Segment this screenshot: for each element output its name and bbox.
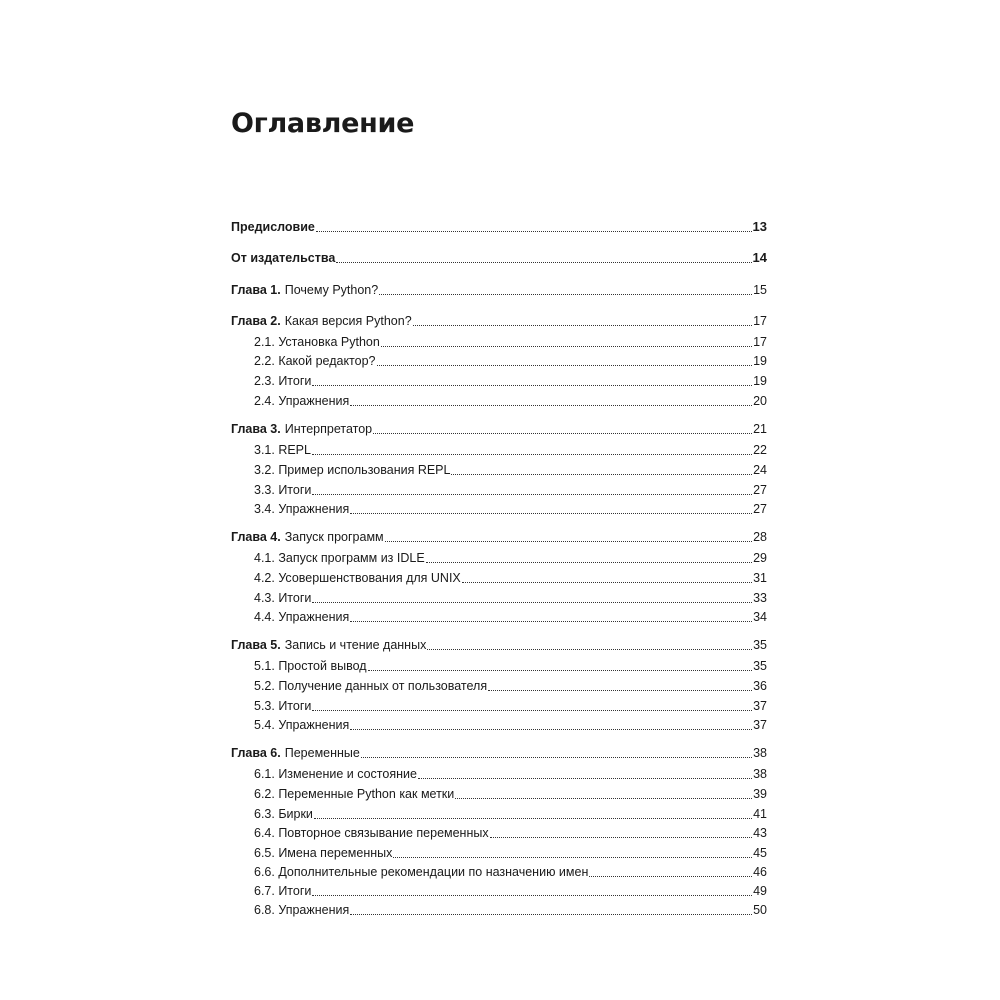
toc-section-entry: [254, 441, 767, 459]
toc-chapter-entry: [231, 281, 767, 299]
dot-leader: [413, 325, 752, 326]
dot-leader: [381, 346, 752, 347]
toc-section-entry: [254, 824, 767, 842]
toc-page-number: 46: [753, 865, 767, 879]
toc-section-entry: [254, 608, 767, 626]
toc-page-number: 29: [753, 551, 767, 565]
toc-page-number: 41: [753, 807, 767, 821]
toc-entry-label: 4.3. Итоги: [254, 591, 312, 605]
toc-entry-label: 3.2. Пример использования REPL: [254, 463, 451, 477]
toc-entry-label: 2.4. Упражнения: [254, 394, 350, 408]
dot-leader: [393, 857, 752, 858]
toc-chapter-entry: [231, 249, 767, 267]
toc-section-entry: [254, 901, 767, 919]
dot-leader: [373, 433, 752, 434]
toc-page-number: 31: [753, 571, 767, 585]
toc-page-number: 49: [753, 884, 767, 898]
toc-page-number: 38: [753, 746, 767, 760]
toc-section-entry: [254, 352, 767, 370]
toc-section-entry: [254, 392, 767, 410]
dot-leader: [490, 837, 752, 838]
toc-entry-label: 4.4. Упражнения: [254, 610, 350, 624]
toc-section-entry: [254, 863, 767, 881]
toc-page-number: 21: [753, 422, 767, 436]
toc-entry-label: Почему Python?: [284, 283, 379, 297]
toc-page-number: 27: [753, 483, 767, 497]
dot-leader: [426, 562, 752, 563]
toc-section-entry: [254, 461, 767, 479]
toc-page-number: 33: [753, 591, 767, 605]
toc-section-entry: [254, 657, 767, 675]
toc-page-number: 35: [753, 659, 767, 673]
toc-entry-label: Переменные: [284, 746, 360, 760]
toc-chapter-entry: [231, 420, 767, 438]
toc-chapter-number: Глава 4.: [231, 530, 281, 544]
toc-section-entry: [254, 500, 767, 518]
toc-section-entry: [254, 333, 767, 351]
toc-page-number: 28: [753, 530, 767, 544]
toc-chapter-entry: [231, 312, 767, 330]
toc-entry-label: 5.1. Простой вывод: [254, 659, 367, 673]
toc-section-entry: [254, 697, 767, 715]
toc-entry-label: 5.2. Получение данных от пользователя: [254, 679, 488, 693]
toc-section-entry: [254, 882, 767, 900]
dot-leader: [312, 454, 752, 455]
toc-section-entry: [254, 549, 767, 567]
toc-entry-label: Запуск программ: [284, 530, 384, 544]
toc-chapter-entry: [231, 744, 767, 762]
toc-chapter-number: Глава 1.: [231, 283, 281, 297]
toc-page-number: 37: [753, 718, 767, 732]
toc-entry-label: Какая версия Python?: [284, 314, 412, 328]
toc-section-entry: [254, 844, 767, 862]
toc-page-number: 39: [753, 787, 767, 801]
dot-leader: [350, 621, 752, 622]
dot-leader: [314, 818, 752, 819]
dot-leader: [589, 876, 752, 877]
toc-page-number: 22: [753, 443, 767, 457]
toc-entry-label: 3.3. Итоги: [254, 483, 312, 497]
toc-page-number: 37: [753, 699, 767, 713]
toc-entry-label: 2.2. Какой редактор?: [254, 354, 376, 368]
toc-entry-label: 6.8. Упражнения: [254, 903, 350, 917]
toc-page-number: 15: [753, 283, 767, 297]
toc-chapter-entry: [231, 218, 767, 236]
dot-leader: [350, 729, 752, 730]
toc-entry-label: 6.5. Имена переменных: [254, 846, 393, 860]
dot-leader: [379, 294, 752, 295]
toc-section-entry: [254, 372, 767, 390]
toc-page-number: 13: [752, 219, 767, 234]
dot-leader: [350, 405, 752, 406]
dot-leader: [312, 895, 752, 896]
dot-leader: [462, 582, 752, 583]
toc-entry-label: 4.1. Запуск программ из IDLE: [254, 551, 425, 565]
dot-leader: [350, 914, 752, 915]
toc-chapter-entry: [231, 528, 767, 546]
toc-page-number: 35: [753, 638, 767, 652]
dot-leader: [418, 778, 752, 779]
dot-leader: [377, 365, 753, 366]
dot-leader: [455, 798, 752, 799]
dot-leader: [336, 262, 751, 263]
toc-entry-label: От издательства: [231, 251, 336, 265]
toc-entry-label: 3.4. Упражнения: [254, 502, 350, 516]
toc-entry-label: 6.2. Переменные Python как метки: [254, 787, 455, 801]
dot-leader: [368, 670, 752, 671]
dot-leader: [312, 710, 752, 711]
toc-page-number: 38: [753, 767, 767, 781]
toc-entry-label: 6.7. Итоги: [254, 884, 312, 898]
toc-entry-label: 2.3. Итоги: [254, 374, 312, 388]
toc-section-entry: [254, 589, 767, 607]
toc-entry-label: Предисловие: [231, 220, 315, 234]
toc-entry-label: Запись и чтение данных: [284, 638, 427, 652]
toc-chapter-entry: [231, 636, 767, 654]
dot-leader: [350, 513, 752, 514]
dot-leader: [312, 494, 752, 495]
toc-chapter-number: Глава 6.: [231, 746, 281, 760]
toc-page-number: 27: [753, 502, 767, 516]
toc-page-number: 20: [753, 394, 767, 408]
toc-section-entry: [254, 785, 767, 803]
toc-page-number: 50: [753, 903, 767, 917]
toc-page-number: 36: [753, 679, 767, 693]
dot-leader: [316, 231, 752, 232]
toc-page-number: 17: [753, 314, 767, 328]
toc-page-number: 43: [753, 826, 767, 840]
toc-entry-label: 6.6. Дополнительные рекомендации по назначению имен: [254, 865, 589, 879]
toc-entry-label: 3.1. REPL: [254, 443, 311, 457]
dot-leader: [312, 385, 752, 386]
toc-section-entry: [254, 765, 767, 783]
dot-leader: [361, 757, 752, 758]
dot-leader: [451, 474, 752, 475]
page-title: Оглавление: [231, 108, 415, 139]
toc-section-entry: [254, 677, 767, 695]
toc-page-number: 19: [753, 354, 767, 368]
toc-page-number: 24: [753, 463, 767, 477]
toc-page-number: 19: [753, 374, 767, 388]
toc-entry-label: 6.1. Изменение и состояние: [254, 767, 417, 781]
toc-page-number: 34: [753, 610, 767, 624]
toc-chapter-number: Глава 3.: [231, 422, 281, 436]
toc-entry-label: 6.3. Бирки: [254, 807, 313, 821]
dot-leader: [312, 602, 752, 603]
toc-page-number: 17: [753, 335, 767, 349]
toc-page-number: 45: [753, 846, 767, 860]
toc-page-number: 14: [752, 250, 767, 265]
toc-section-entry: [254, 569, 767, 587]
toc-entry-label: Интерпретатор: [284, 422, 373, 436]
dot-leader: [427, 649, 752, 650]
toc-entry-label: 5.4. Упражнения: [254, 718, 350, 732]
toc-section-entry: [254, 716, 767, 734]
toc-entry-label: 4.2. Усовершенствования для UNIX: [254, 571, 461, 585]
dot-leader: [385, 541, 752, 542]
toc-chapter-number: Глава 5.: [231, 638, 281, 652]
toc-entry-label: 6.4. Повторное связывание переменных: [254, 826, 489, 840]
toc-entry-label: 5.3. Итоги: [254, 699, 312, 713]
toc-section-entry: [254, 481, 767, 499]
toc-entry-label: 2.1. Установка Python: [254, 335, 380, 349]
toc-chapter-number: Глава 2.: [231, 314, 281, 328]
toc-section-entry: [254, 805, 767, 823]
dot-leader: [488, 690, 752, 691]
